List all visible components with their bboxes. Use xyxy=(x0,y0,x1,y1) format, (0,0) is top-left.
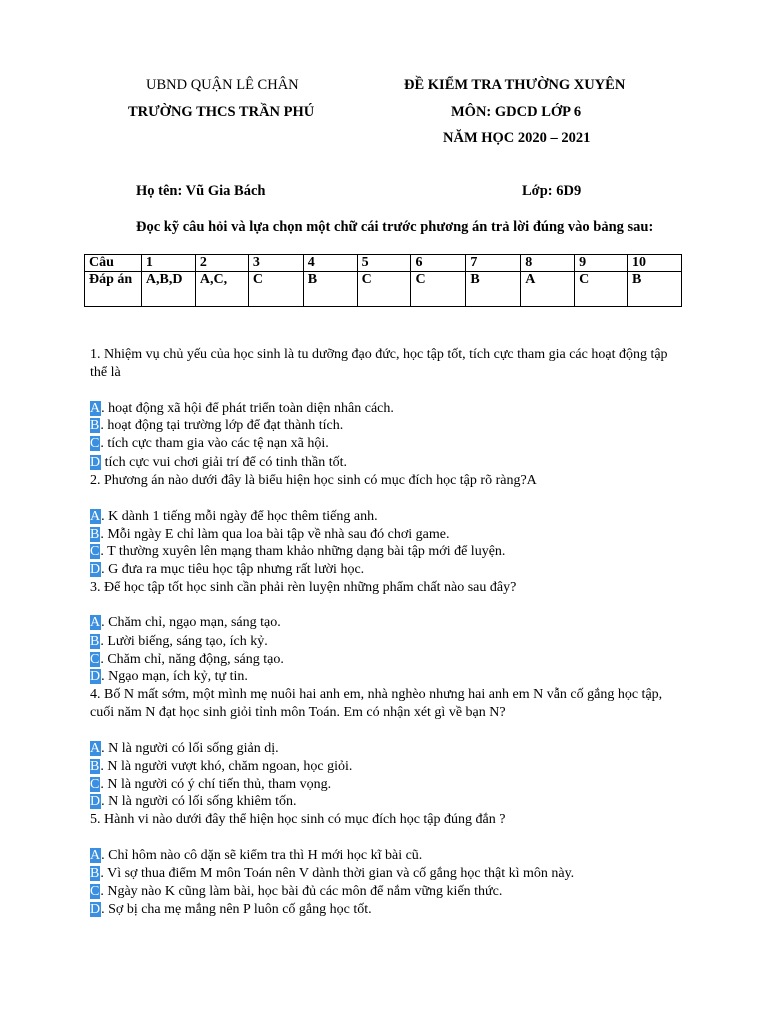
question-2-option-d xyxy=(90,561,364,579)
question-5-option-b xyxy=(90,865,574,883)
option-letter: A xyxy=(90,741,101,756)
option-letter: B xyxy=(90,866,100,881)
student-name: Họ tên: Vũ Gia Bách xyxy=(136,183,266,199)
table-cell-answer: B xyxy=(303,272,357,307)
table-cell-number: 1 xyxy=(141,255,195,272)
table-cell-answer: C xyxy=(575,272,628,307)
option-text: . Vì sợ thua điểm M môn Toán nên V dành thời gian và cố gắng học thật kì môn này. xyxy=(100,866,575,881)
exam-subject: MÔN: GDCD LỚP 6 xyxy=(451,104,582,120)
table-cell-number: 4 xyxy=(303,255,357,272)
option-letter: B xyxy=(90,759,100,774)
question-4: 4. Bố N mất sớm, một mình mẹ nuôi hai anh em, nhà nghèo nhưng hai anh em N vẫn cố gắng học tập, cuối năm N đạt học sinh giỏi tỉnh môn Toán. Em có nhận xét gì về bạn N? xyxy=(90,687,663,720)
option-letter: B xyxy=(90,418,100,433)
option-text: . G đưa ra mục tiêu học tập nhưng rất lười học. xyxy=(101,562,365,577)
option-text: . Chỉ hôm nào cô dặn sẽ kiểm tra thì H mới học kĩ bài cũ. xyxy=(101,848,423,863)
question-1-option-c xyxy=(90,435,329,453)
option-text: . Chăm chỉ, ngạo mạn, sáng tạo. xyxy=(101,615,281,630)
option-letter: D xyxy=(90,455,101,470)
option-text: . Ngày nào K cũng làm bài, học bài đủ các môn để nắm vững kiến thức. xyxy=(100,884,503,899)
option-letter: C xyxy=(90,884,100,899)
option-letter: A xyxy=(90,401,101,416)
question-3-option-c xyxy=(90,651,284,669)
instruction: Đọc kỹ câu hỏi và lựa chọn một chữ cái trước phương án trả lời đúng vào bảng sau: xyxy=(136,219,654,235)
table-cell-number: 8 xyxy=(521,255,575,272)
answer-table xyxy=(84,254,682,307)
table-header-dap-an: Đáp án xyxy=(85,272,142,307)
option-letter: A xyxy=(90,848,101,863)
table-cell-answer: A,B,D xyxy=(141,272,195,307)
option-letter: C xyxy=(90,652,100,667)
question-2-option-b xyxy=(90,526,449,544)
table-cell-number: 5 xyxy=(357,255,411,272)
student-class: Lớp: 6D9 xyxy=(522,183,582,199)
option-text: . N là người có ý chí tiến thủ, tham vọng. xyxy=(100,777,332,792)
question-5-option-d xyxy=(90,901,372,919)
option-text: . Lười biếng, sáng tạo, ích kỷ. xyxy=(100,634,268,649)
option-letter: D xyxy=(90,562,101,577)
option-letter: C xyxy=(90,436,100,451)
question-3-option-d xyxy=(90,668,248,686)
option-text: . Ngạo mạn, ích kỷ, tự tin. xyxy=(101,669,248,684)
question-5: 5. Hành vi nào dưới đây thể hiện học sinh có mục đích học tập đúng đắn ? xyxy=(90,812,506,827)
option-text: . N là người vượt khó, chăm ngoan, học giỏi. xyxy=(100,759,353,774)
option-text: . N là người có lối sống khiêm tốn. xyxy=(101,794,297,809)
option-letter: B xyxy=(90,527,100,542)
question-1: 1. Nhiệm vụ chủ yếu của học sinh là tu dưỡng đạo đức, học tập tốt, tích cực tham gia các hoạt động tập thể là xyxy=(90,347,668,380)
table-cell-answer: B xyxy=(628,272,682,307)
option-text: . Sợ bị cha mẹ mắng nên P luôn cố gắng học tốt. xyxy=(101,902,372,917)
table-cell-number: 3 xyxy=(248,255,303,272)
question-1-option-a xyxy=(90,400,394,418)
question-4-option-b xyxy=(90,758,352,776)
option-text: . Chăm chỉ, năng động, sáng tạo. xyxy=(100,652,284,667)
option-letter: D xyxy=(90,794,101,809)
option-text: . N là người có lối sống giản dị. xyxy=(101,741,279,756)
option-letter: D xyxy=(90,902,101,917)
question-1-option-d xyxy=(90,454,347,472)
option-letter: B xyxy=(90,634,100,649)
table-header-cau: Câu xyxy=(85,255,142,272)
question-5-option-a xyxy=(90,847,422,865)
question-1-option-b xyxy=(90,417,343,435)
question-5-option-c xyxy=(90,883,502,901)
school-district: UBND QUẬN LÊ CHÂN xyxy=(146,77,299,93)
table-cell-answer: C xyxy=(248,272,303,307)
table-cell-number: 2 xyxy=(195,255,248,272)
option-text: . Mỗi ngày E chỉ làm qua loa bài tập về nhà sau đó chơi game. xyxy=(100,527,450,542)
exam-title: ĐỀ KIỂM TRA THƯỜNG XUYÊN xyxy=(404,77,626,93)
school-name: TRƯỜNG THCS TRẦN PHÚ xyxy=(128,104,315,120)
option-text: . K dành 1 tiếng mỗi ngày để học thêm tiếng anh. xyxy=(101,509,378,524)
option-letter: C xyxy=(90,777,100,792)
option-letter: C xyxy=(90,544,100,559)
question-3-option-b xyxy=(90,633,268,651)
table-cell-answer: C xyxy=(357,272,411,307)
question-3: 3. Để học tập tốt học sinh cần phải rèn luyện những phẩm chất nào sau đây? xyxy=(90,580,517,595)
table-row-answers xyxy=(85,272,682,307)
option-text: . T thường xuyên lên mạng tham khảo những dạng bài tập mới để luyện. xyxy=(100,544,506,559)
option-text: . hoạt động xã hội để phát triển toàn diện nhân cách. xyxy=(101,401,394,416)
question-4-option-c xyxy=(90,776,331,794)
question-2-option-a xyxy=(90,508,378,526)
school-year: NĂM HỌC 2020 – 2021 xyxy=(443,130,591,146)
question-2-option-c xyxy=(90,543,505,561)
table-cell-answer: B xyxy=(466,272,521,307)
table-cell-number: 10 xyxy=(628,255,682,272)
option-letter: A xyxy=(90,615,101,630)
table-cell-answer: A xyxy=(521,272,575,307)
option-text: . hoạt động tại trường lớp để đạt thành tích. xyxy=(100,418,344,433)
question-4-option-a xyxy=(90,740,279,758)
question-4-option-d xyxy=(90,793,297,811)
table-cell-number: 9 xyxy=(575,255,628,272)
option-letter: D xyxy=(90,669,101,684)
table-row-question-numbers xyxy=(85,255,682,272)
table-cell-number: 7 xyxy=(466,255,521,272)
question-3-option-a xyxy=(90,614,281,632)
option-text: . tích cực tham gia vào các tệ nạn xã hội. xyxy=(100,436,329,451)
table-cell-answer: C xyxy=(411,272,466,307)
table-cell-number: 6 xyxy=(411,255,466,272)
question-2: 2. Phương án nào dưới đây là biểu hiện học sinh có mục đích học tập rõ ràng?A xyxy=(90,473,537,488)
table-cell-answer: A,C, xyxy=(195,272,248,307)
option-letter: A xyxy=(90,509,101,524)
option-text: tích cực vui chơi giải trí để có tinh thần tốt. xyxy=(101,455,348,470)
